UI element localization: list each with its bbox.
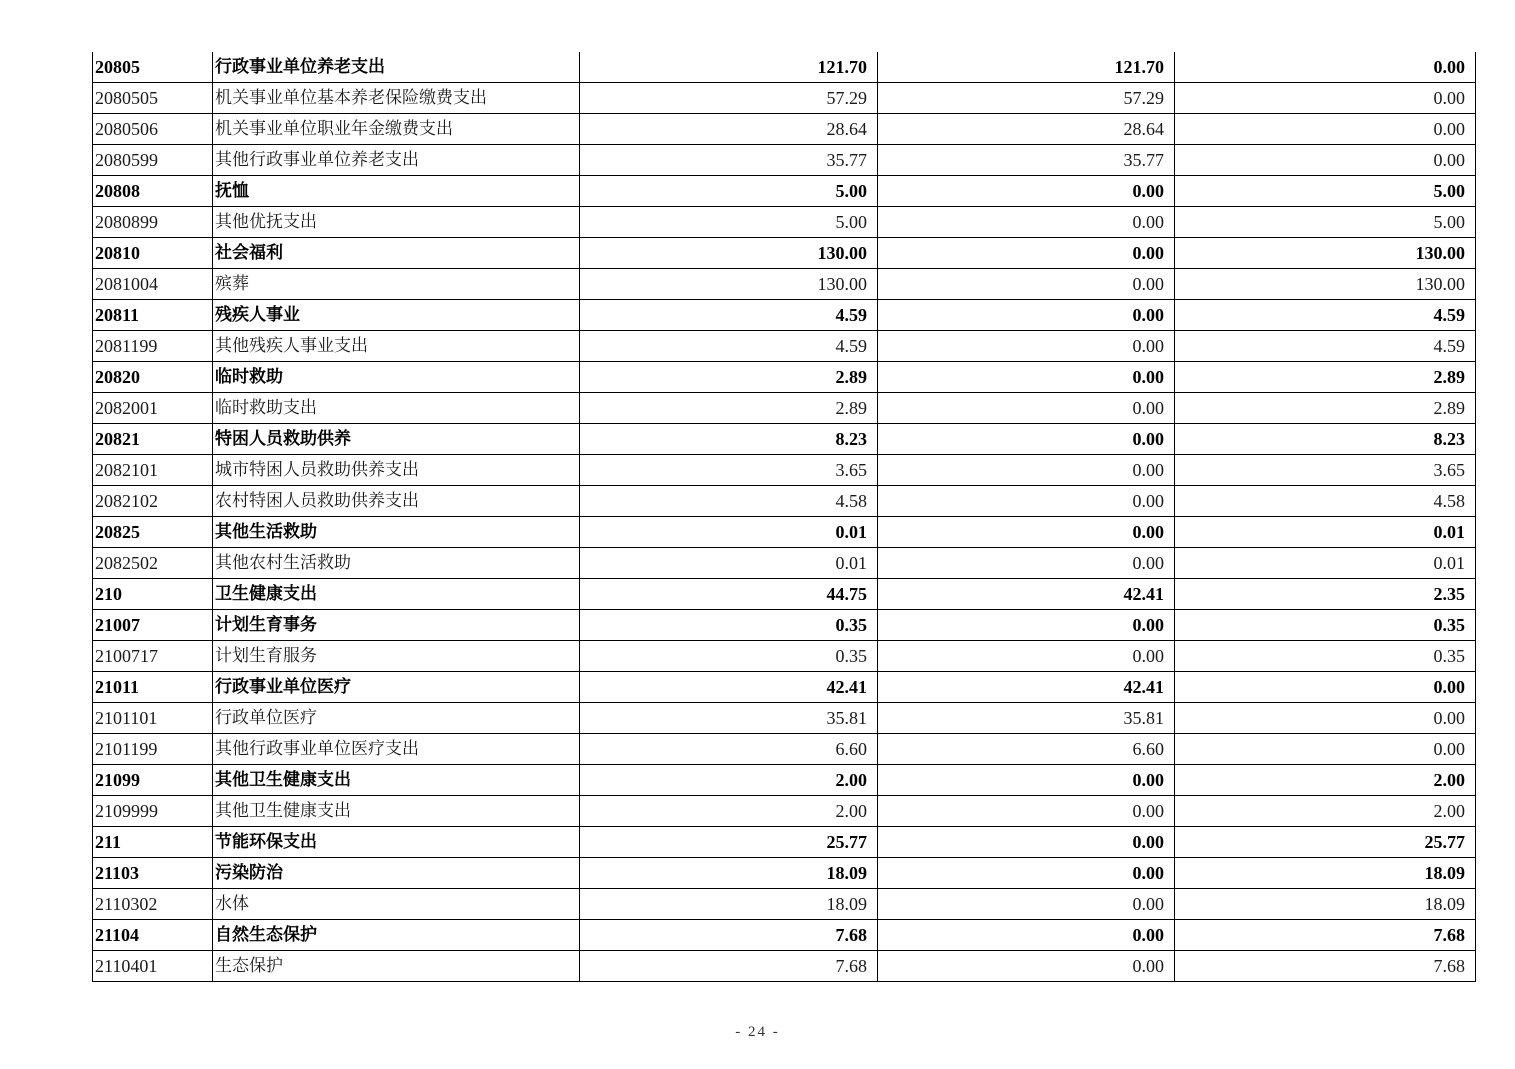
account-name-cell: 计划生育服务 xyxy=(213,641,580,672)
table-row xyxy=(93,424,1476,455)
total-amount-cell: 2.89 xyxy=(580,362,878,393)
table-row xyxy=(93,393,1476,424)
basic-expenditure-cell: 0.00 xyxy=(878,176,1175,207)
account-name-cell: 机关事业单位基本养老保险缴费支出 xyxy=(213,83,580,114)
project-expenditure-cell: 0.35 xyxy=(1175,610,1476,641)
account-name-cell: 其他农村生活救助 xyxy=(213,548,580,579)
total-amount-cell: 2.89 xyxy=(580,393,878,424)
account-code-cell: 21007 xyxy=(93,610,213,641)
account-name-cell: 生态保护 xyxy=(213,951,580,982)
project-expenditure-cell: 7.68 xyxy=(1175,920,1476,951)
account-code-cell: 21103 xyxy=(93,858,213,889)
account-name-cell: 社会福利 xyxy=(213,238,580,269)
account-code-cell: 21011 xyxy=(93,672,213,703)
account-code-cell: 2080505 xyxy=(93,83,213,114)
account-name-cell: 其他优抚支出 xyxy=(213,207,580,238)
total-amount-cell: 3.65 xyxy=(580,455,878,486)
total-amount-cell: 4.59 xyxy=(580,331,878,362)
table-row xyxy=(93,889,1476,920)
project-expenditure-cell: 0.00 xyxy=(1175,703,1476,734)
basic-expenditure-cell: 42.41 xyxy=(878,672,1175,703)
total-amount-cell: 4.59 xyxy=(580,300,878,331)
total-amount-cell: 7.68 xyxy=(580,920,878,951)
basic-expenditure-cell: 0.00 xyxy=(878,362,1175,393)
table-row xyxy=(93,610,1476,641)
table-row xyxy=(93,145,1476,176)
table-row xyxy=(93,238,1476,269)
total-amount-cell: 28.64 xyxy=(580,114,878,145)
basic-expenditure-cell: 6.60 xyxy=(878,734,1175,765)
basic-expenditure-cell: 42.41 xyxy=(878,579,1175,610)
account-code-cell: 20820 xyxy=(93,362,213,393)
basic-expenditure-cell: 0.00 xyxy=(878,486,1175,517)
account-name-cell: 临时救助 xyxy=(213,362,580,393)
table-row xyxy=(93,207,1476,238)
basic-expenditure-cell: 35.77 xyxy=(878,145,1175,176)
basic-expenditure-cell: 0.00 xyxy=(878,827,1175,858)
account-name-cell: 机关事业单位职业年金缴费支出 xyxy=(213,114,580,145)
table-row xyxy=(93,300,1476,331)
basic-expenditure-cell: 0.00 xyxy=(878,517,1175,548)
account-name-cell: 抚恤 xyxy=(213,176,580,207)
expenditure-table xyxy=(92,52,1476,982)
project-expenditure-cell: 18.09 xyxy=(1175,858,1476,889)
basic-expenditure-cell: 0.00 xyxy=(878,765,1175,796)
project-expenditure-cell: 3.65 xyxy=(1175,455,1476,486)
account-code-cell: 211 xyxy=(93,827,213,858)
table-row xyxy=(93,362,1476,393)
account-code-cell: 2101199 xyxy=(93,734,213,765)
basic-expenditure-cell: 0.00 xyxy=(878,920,1175,951)
project-expenditure-cell: 130.00 xyxy=(1175,238,1476,269)
total-amount-cell: 18.09 xyxy=(580,889,878,920)
account-name-cell: 城市特困人员救助供养支出 xyxy=(213,455,580,486)
account-name-cell: 计划生育事务 xyxy=(213,610,580,641)
project-expenditure-cell: 2.00 xyxy=(1175,765,1476,796)
project-expenditure-cell: 0.01 xyxy=(1175,517,1476,548)
basic-expenditure-cell: 0.00 xyxy=(878,858,1175,889)
table-row xyxy=(93,455,1476,486)
account-code-cell: 21104 xyxy=(93,920,213,951)
project-expenditure-cell: 4.58 xyxy=(1175,486,1476,517)
total-amount-cell: 2.00 xyxy=(580,765,878,796)
table-row xyxy=(93,765,1476,796)
basic-expenditure-cell: 0.00 xyxy=(878,269,1175,300)
total-amount-cell: 130.00 xyxy=(580,269,878,300)
account-code-cell: 20821 xyxy=(93,424,213,455)
account-name-cell: 特困人员救助供养 xyxy=(213,424,580,455)
project-expenditure-cell: 130.00 xyxy=(1175,269,1476,300)
table-row xyxy=(93,114,1476,145)
total-amount-cell: 35.77 xyxy=(580,145,878,176)
account-name-cell: 行政单位医疗 xyxy=(213,703,580,734)
account-name-cell: 其他行政事业单位医疗支出 xyxy=(213,734,580,765)
table-row xyxy=(93,641,1476,672)
account-code-cell: 21099 xyxy=(93,765,213,796)
account-code-cell: 20805 xyxy=(93,52,213,83)
total-amount-cell: 5.00 xyxy=(580,176,878,207)
table-row xyxy=(93,827,1476,858)
table-row xyxy=(93,176,1476,207)
account-name-cell: 农村特困人员救助供养支出 xyxy=(213,486,580,517)
project-expenditure-cell: 7.68 xyxy=(1175,951,1476,982)
total-amount-cell: 4.58 xyxy=(580,486,878,517)
total-amount-cell: 0.35 xyxy=(580,641,878,672)
table-row xyxy=(93,331,1476,362)
total-amount-cell: 25.77 xyxy=(580,827,878,858)
table-row xyxy=(93,83,1476,114)
basic-expenditure-cell: 0.00 xyxy=(878,424,1175,455)
page-number: - 24 - xyxy=(735,1024,780,1040)
total-amount-cell: 44.75 xyxy=(580,579,878,610)
basic-expenditure-cell: 0.00 xyxy=(878,331,1175,362)
project-expenditure-cell: 18.09 xyxy=(1175,889,1476,920)
account-name-cell: 其他残疾人事业支出 xyxy=(213,331,580,362)
account-name-cell: 卫生健康支出 xyxy=(213,579,580,610)
total-amount-cell: 42.41 xyxy=(580,672,878,703)
account-code-cell: 2080506 xyxy=(93,114,213,145)
table-row xyxy=(93,920,1476,951)
project-expenditure-cell: 2.35 xyxy=(1175,579,1476,610)
table-row xyxy=(93,796,1476,827)
account-code-cell: 20808 xyxy=(93,176,213,207)
table-row xyxy=(93,951,1476,982)
total-amount-cell: 35.81 xyxy=(580,703,878,734)
basic-expenditure-cell: 0.00 xyxy=(878,951,1175,982)
account-name-cell: 自然生态保护 xyxy=(213,920,580,951)
account-code-cell: 2082102 xyxy=(93,486,213,517)
project-expenditure-cell: 0.00 xyxy=(1175,672,1476,703)
basic-expenditure-cell: 0.00 xyxy=(878,889,1175,920)
account-name-cell: 残疾人事业 xyxy=(213,300,580,331)
total-amount-cell: 7.68 xyxy=(580,951,878,982)
account-code-cell: 2082101 xyxy=(93,455,213,486)
account-name-cell: 行政事业单位医疗 xyxy=(213,672,580,703)
project-expenditure-cell: 0.00 xyxy=(1175,52,1476,83)
project-expenditure-cell: 4.59 xyxy=(1175,300,1476,331)
account-code-cell: 2081199 xyxy=(93,331,213,362)
table-row xyxy=(93,52,1476,83)
table-row xyxy=(93,548,1476,579)
basic-expenditure-cell: 28.64 xyxy=(878,114,1175,145)
table-body xyxy=(93,52,1476,982)
table-row xyxy=(93,517,1476,548)
total-amount-cell: 130.00 xyxy=(580,238,878,269)
project-expenditure-cell: 0.00 xyxy=(1175,145,1476,176)
project-expenditure-cell: 0.00 xyxy=(1175,114,1476,145)
project-expenditure-cell: 8.23 xyxy=(1175,424,1476,455)
account-code-cell: 2110401 xyxy=(93,951,213,982)
table-row xyxy=(93,486,1476,517)
table-row xyxy=(93,703,1476,734)
project-expenditure-cell: 5.00 xyxy=(1175,207,1476,238)
total-amount-cell: 8.23 xyxy=(580,424,878,455)
account-code-cell: 2080899 xyxy=(93,207,213,238)
basic-expenditure-cell: 121.70 xyxy=(878,52,1175,83)
account-name-cell: 行政事业单位养老支出 xyxy=(213,52,580,83)
account-code-cell: 2110302 xyxy=(93,889,213,920)
account-code-cell: 2100717 xyxy=(93,641,213,672)
project-expenditure-cell: 0.01 xyxy=(1175,548,1476,579)
basic-expenditure-cell: 0.00 xyxy=(878,610,1175,641)
total-amount-cell: 0.01 xyxy=(580,517,878,548)
account-code-cell: 2080599 xyxy=(93,145,213,176)
basic-expenditure-cell: 35.81 xyxy=(878,703,1175,734)
project-expenditure-cell: 2.00 xyxy=(1175,796,1476,827)
total-amount-cell: 5.00 xyxy=(580,207,878,238)
account-name-cell: 污染防治 xyxy=(213,858,580,889)
account-code-cell: 2082001 xyxy=(93,393,213,424)
basic-expenditure-cell: 0.00 xyxy=(878,393,1175,424)
account-code-cell: 2101101 xyxy=(93,703,213,734)
basic-expenditure-cell: 0.00 xyxy=(878,300,1175,331)
total-amount-cell: 6.60 xyxy=(580,734,878,765)
account-name-cell: 其他行政事业单位养老支出 xyxy=(213,145,580,176)
total-amount-cell: 0.01 xyxy=(580,548,878,579)
account-name-cell: 殡葬 xyxy=(213,269,580,300)
account-code-cell: 210 xyxy=(93,579,213,610)
account-code-cell: 20810 xyxy=(93,238,213,269)
total-amount-cell: 121.70 xyxy=(580,52,878,83)
project-expenditure-cell: 25.77 xyxy=(1175,827,1476,858)
account-name-cell: 其他卫生健康支出 xyxy=(213,796,580,827)
total-amount-cell: 57.29 xyxy=(580,83,878,114)
account-code-cell: 20825 xyxy=(93,517,213,548)
account-code-cell: 20811 xyxy=(93,300,213,331)
basic-expenditure-cell: 0.00 xyxy=(878,796,1175,827)
account-name-cell: 水体 xyxy=(213,889,580,920)
account-code-cell: 2081004 xyxy=(93,269,213,300)
basic-expenditure-cell: 0.00 xyxy=(878,207,1175,238)
basic-expenditure-cell: 0.00 xyxy=(878,455,1175,486)
basic-expenditure-cell: 0.00 xyxy=(878,548,1175,579)
project-expenditure-cell: 2.89 xyxy=(1175,362,1476,393)
account-code-cell: 2109999 xyxy=(93,796,213,827)
table-row xyxy=(93,858,1476,889)
project-expenditure-cell: 4.59 xyxy=(1175,331,1476,362)
basic-expenditure-cell: 57.29 xyxy=(878,83,1175,114)
project-expenditure-cell: 0.35 xyxy=(1175,641,1476,672)
account-name-cell: 节能环保支出 xyxy=(213,827,580,858)
table-row xyxy=(93,734,1476,765)
account-name-cell: 临时救助支出 xyxy=(213,393,580,424)
account-name-cell: 其他卫生健康支出 xyxy=(213,765,580,796)
project-expenditure-cell: 5.00 xyxy=(1175,176,1476,207)
table-row xyxy=(93,269,1476,300)
account-code-cell: 2082502 xyxy=(93,548,213,579)
table-row xyxy=(93,672,1476,703)
total-amount-cell: 0.35 xyxy=(580,610,878,641)
total-amount-cell: 18.09 xyxy=(580,858,878,889)
basic-expenditure-cell: 0.00 xyxy=(878,238,1175,269)
project-expenditure-cell: 0.00 xyxy=(1175,83,1476,114)
table-row xyxy=(93,579,1476,610)
project-expenditure-cell: 2.89 xyxy=(1175,393,1476,424)
project-expenditure-cell: 0.00 xyxy=(1175,734,1476,765)
total-amount-cell: 2.00 xyxy=(580,796,878,827)
basic-expenditure-cell: 0.00 xyxy=(878,641,1175,672)
account-name-cell: 其他生活救助 xyxy=(213,517,580,548)
